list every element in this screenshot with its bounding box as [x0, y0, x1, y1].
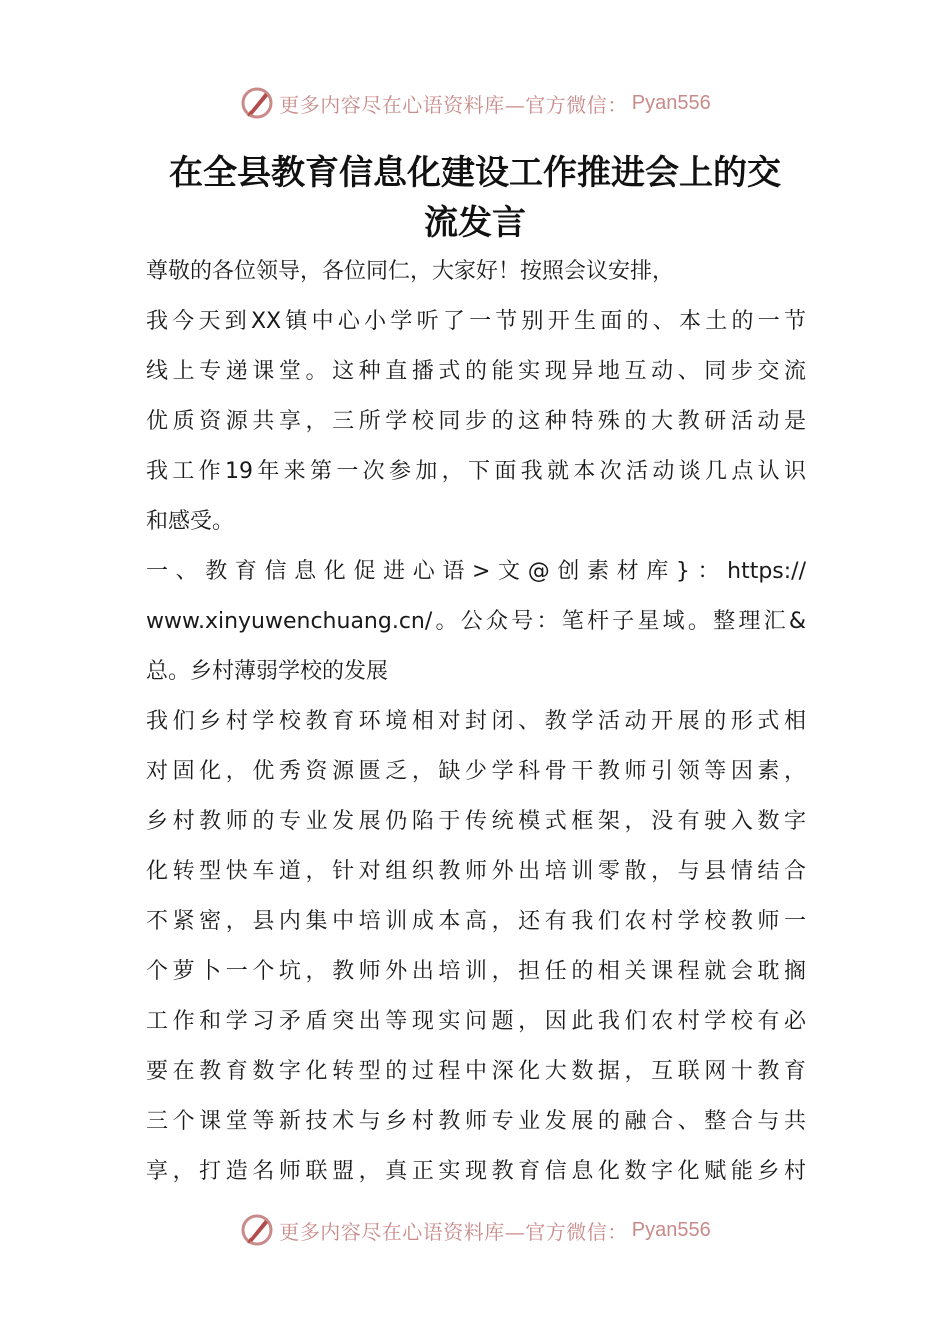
body-line: 线上专递课堂。这种直播式的能实现异地互动、同步交流 — [146, 359, 806, 384]
banner-text: 更多内容尽在心语资料库—官方微信： — [279, 92, 628, 117]
body-line: 三个课堂等新技术与乡村教师专业发展的融合、整合与共 — [146, 1109, 806, 1134]
body-line: 乡村教师的专业发展仍陷于传统模式框架，没有驶入数字 — [146, 809, 806, 834]
title-line-1: 在全县教育信息化建设工作推进会上的交 — [169, 153, 781, 193]
body-line: 我今天到XX镇中心小学听了一节别开生面的、本土的一节 — [146, 309, 806, 334]
body-line: 和感受。 — [146, 509, 235, 534]
body-line: 我们乡村学校教育环境相对封闭、教学活动开展的形式相 — [146, 709, 806, 734]
quill-logo-icon — [239, 85, 275, 121]
footer-banner — [0, 1210, 950, 1250]
body-line: 优质资源共享，三所学校同步的这种特殊的大教研活动是 — [146, 409, 806, 434]
body-line: 要在教育数字化转型的过程中深化大数据，互联网十教育 — [146, 1059, 806, 1084]
title-line-2: 流发言 — [424, 203, 526, 243]
quill-logo-icon — [239, 1212, 275, 1248]
body-line: 我工作19年来第一次参加，下面我就本次活动谈几点认识 — [146, 459, 806, 484]
body-line: 对固化，优秀资源匮乏，缺少学科骨干教师引领等因素， — [146, 759, 806, 784]
body-line: 个萝卜一个坑，教师外出培训，担任的相关课程就会耽搁 — [146, 959, 806, 984]
body-line: 总。乡村薄弱学校的发展 — [146, 659, 389, 684]
header-banner — [0, 83, 950, 123]
wechat-id: Pyan556 — [631, 1218, 711, 1241]
wechat-id: Pyan556 — [631, 91, 711, 114]
body-line: 不紧密，县内集中培训成本高，还有我们农村学校教师一 — [146, 909, 806, 934]
body-line: 化转型快车道，针对组织教师外出培训零散，与县情结合 — [146, 859, 806, 884]
body-line: 享，打造名师联盟，真正实现教育信息化数字化赋能乡村 — [146, 1159, 806, 1184]
document-body — [146, 247, 806, 1197]
body-line: 工作和学习矛盾突出等现实问题，因此我们农村学校有必 — [146, 1009, 806, 1034]
body-line: 一、教育信息化促进心语>文@创素材库}：https:// — [146, 559, 806, 584]
banner-text: 更多内容尽在心语资料库—官方微信： — [279, 1219, 628, 1244]
body-line: www.xinyuwenchuang.cn/。公众号：笔杆子星域。整理汇& — [146, 609, 806, 634]
body-line: 尊敬的各位领导，各位同仁，大家好！按照会议安排， — [146, 259, 675, 284]
document-title — [100, 148, 850, 248]
